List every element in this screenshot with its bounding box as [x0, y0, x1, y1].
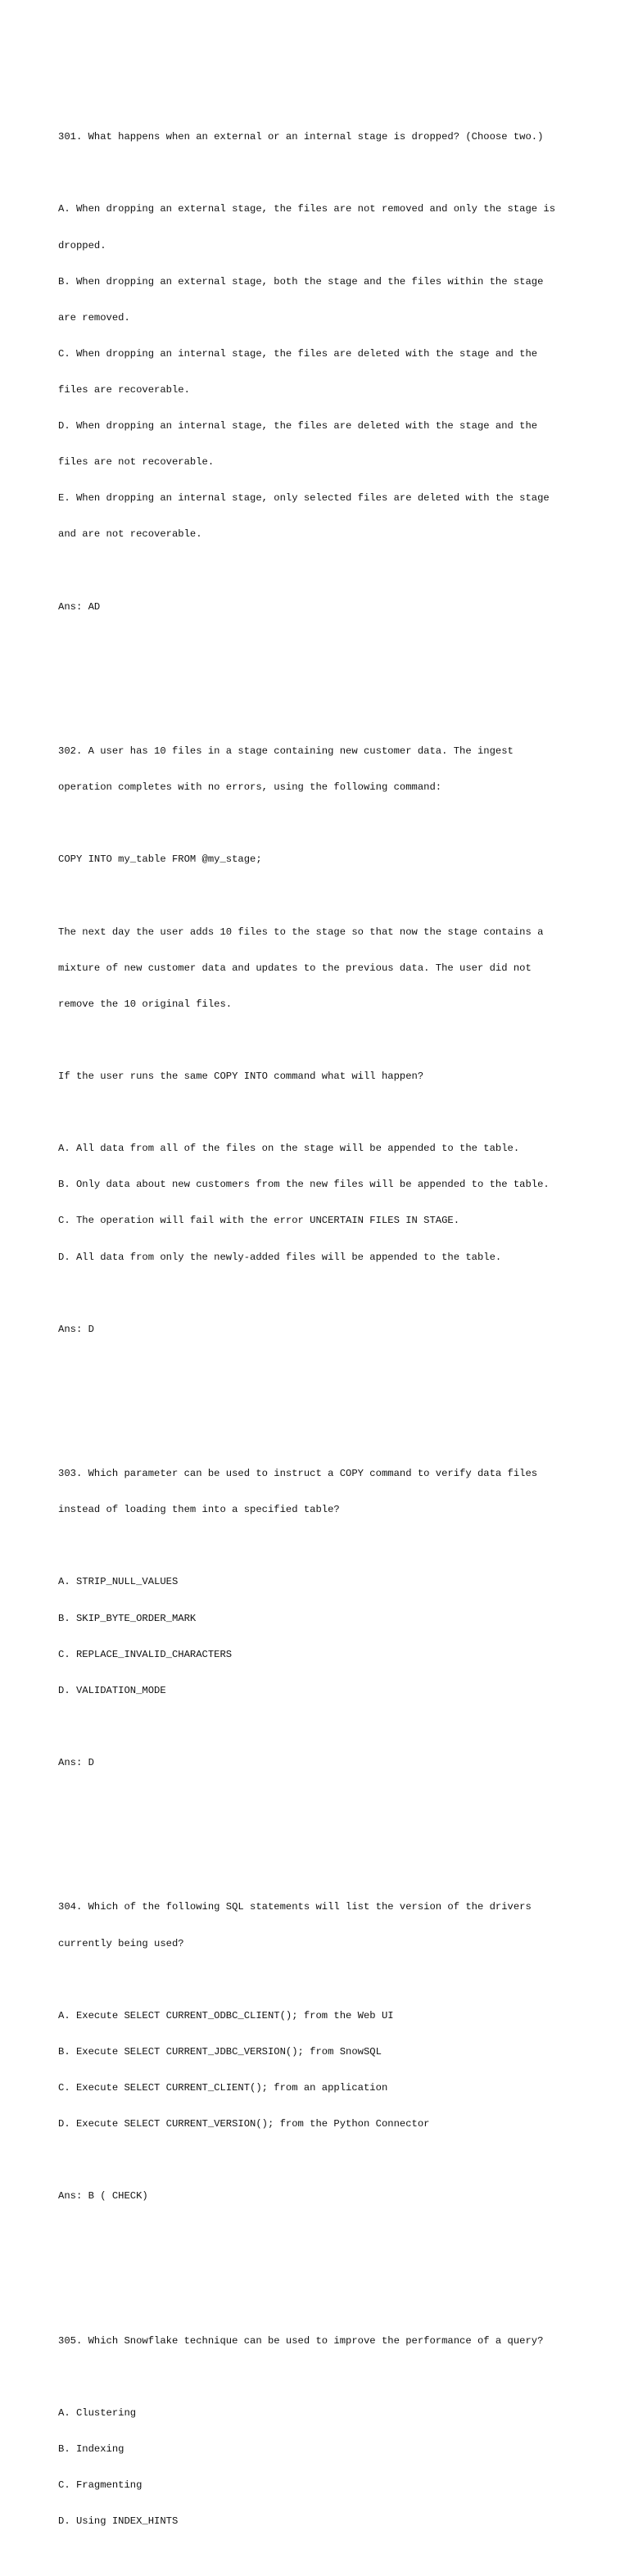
option-a: A. When dropping an external stage, the files are not removed and only the stage is	[58, 203, 556, 215]
question-303	[58, 1444, 582, 1829]
option-c: C. Execute SELECT CURRENT_CLIENT(); from an application	[58, 2081, 388, 2094]
option-d: D. When dropping an internal stage, the files are deleted with the stage and the	[58, 420, 538, 432]
question-prompt: 305. Which Snowflake technique can be used to improve the performance of a query?	[58, 2334, 544, 2347]
option-c: C. When dropping an internal stage, the files are deleted with the stage and the	[58, 347, 538, 360]
question-302	[58, 722, 582, 1396]
option-a: A. STRIP_NULL_VALUES	[58, 1576, 179, 1588]
option-b-cont: are removed.	[58, 311, 130, 324]
context-line: mixture of new customer data and updates to the previous data. The user did not	[58, 962, 532, 974]
question-prompt-cont: instead of loading them into a specified table?	[58, 1504, 340, 1516]
option-d: D. Using INDEX_HINTS	[58, 2515, 179, 2528]
option-b: B. When dropping an external stage, both the stage and the files within the stage	[58, 275, 544, 287]
option-b: B. Only data about new customers from the new files will be appended to the table.	[58, 1179, 550, 1191]
option-e: E. When dropping an internal stage, only selected files are deleted with the stage	[58, 492, 550, 505]
option-a-cont: dropped.	[58, 239, 106, 251]
answer: Ans: D	[58, 1756, 94, 1768]
question-prompt-cont: operation completes with no errors, using the following command:	[58, 781, 442, 794]
answer: Ans: B ( CHECK)	[58, 2190, 148, 2203]
answer: Ans: D	[58, 1323, 94, 1335]
option-e-cont: and are not recoverable.	[58, 528, 202, 541]
question-prompt: 304. Which of the following SQL statements will list the version of the drivers	[58, 1901, 532, 1913]
answer: Ans: AD	[58, 600, 101, 613]
question-prompt: 303. Which parameter can be used to instruct a COPY command to verify data files	[58, 1468, 538, 1480]
option-d-cont: files are not recoverable.	[58, 456, 215, 469]
option-c: C. Fragmenting	[58, 2479, 143, 2492]
option-b: B. Indexing	[58, 2442, 124, 2455]
question-304	[58, 1877, 582, 2262]
context-line: The next day the user adds 10 files to the stage so that now the stage contains a	[58, 926, 544, 938]
option-c: C. The operation will fail with the error UNCERTAIN FILES IN STAGE.	[58, 1215, 460, 1227]
question-prompt: 302. A user has 10 files in a stage containing new customer data. The ingest	[58, 745, 514, 758]
option-d: D. Execute SELECT CURRENT_VERSION(); from the Python Connector	[58, 2118, 430, 2130]
option-a: A. Clustering	[58, 2406, 137, 2419]
option-c-cont: files are recoverable.	[58, 383, 190, 396]
option-c: C. REPLACE_INVALID_CHARACTERS	[58, 1648, 233, 1660]
option-a: A. Execute SELECT CURRENT_ODBC_CLIENT(); from the Web UI	[58, 2009, 394, 2021]
context-line: remove the 10 original files.	[58, 998, 233, 1010]
code-snippet: COPY INTO my_table FROM @my_stage;	[58, 853, 262, 866]
question-301	[58, 107, 582, 673]
followup-question: If the user runs the same COPY INTO command what will happen?	[58, 1070, 424, 1082]
question-305	[58, 2311, 582, 2551]
question-prompt-cont: currently being used?	[58, 1937, 184, 1949]
option-d: D. VALIDATION_MODE	[58, 1684, 166, 1696]
option-b: B. Execute SELECT CURRENT_JDBC_VERSION(); from SnowSQL	[58, 2045, 382, 2058]
option-b: B. SKIP_BYTE_ORDER_MARK	[58, 1612, 197, 1624]
document-page	[58, 59, 582, 2576]
option-a: A. All data from all of the files on the stage will be appended to the table.	[58, 1143, 520, 1155]
question-prompt: 301. What happens when an external or an internal stage is dropped? (Choose two.)	[58, 131, 544, 143]
option-d: D. All data from only the newly-added files will be appended to the table.	[58, 1251, 502, 1263]
